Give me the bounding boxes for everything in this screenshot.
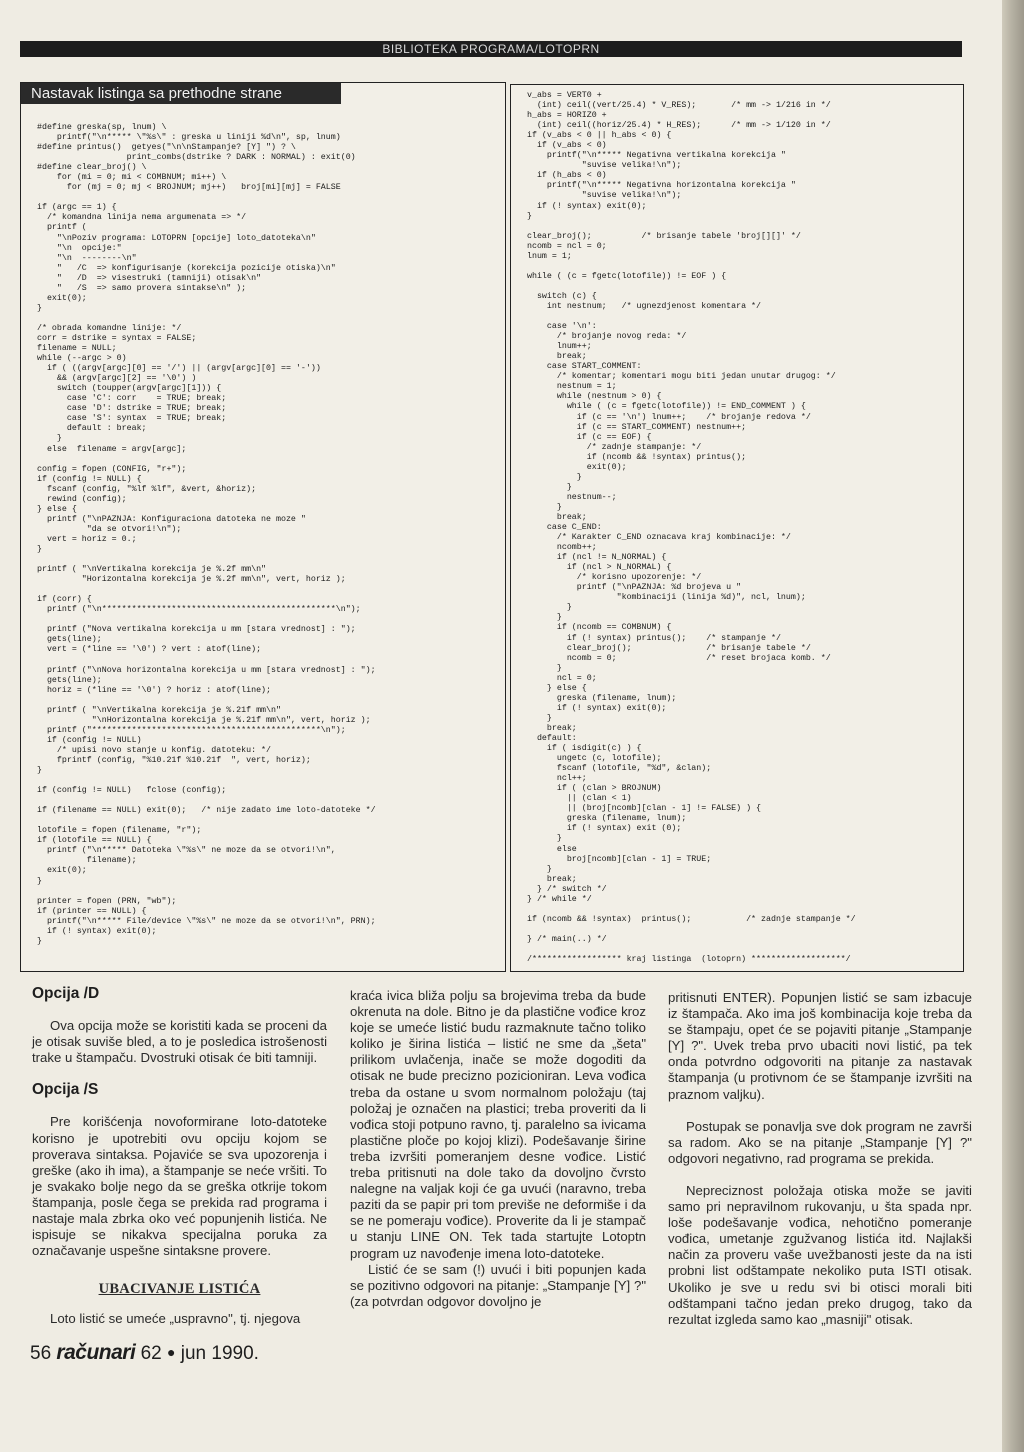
article-column-3 [668,990,972,1328]
page-number: 56 [30,1343,52,1364]
code-listing-left [20,82,506,972]
paragraph-ubacivanje: Loto listić se umeće „uspravno", tj. njegova [50,1311,301,1327]
listing-continued-title: Nastavak listinga sa prethodne strane [21,83,341,104]
heading-option-d: Opcija /D [32,985,100,1002]
paragraph-col3-3: Nepreciznost položaja otiska može se javiti samo pri nepravilnom rukovanju, u šta spada npr. loše podešavanje vođica, nehotično pomeranje vođica, umetanje zgužvanog listića itd. Najlakši način za proveru vaše uvežbanosti jeste da na isti probni list odštampate nekoliko puta ISTI otisak. Ukoliko je sve u redu svi bi otisci morali biti odštampani tačno jedan preko drugog, tako da rezultat izgleda samo kao „masniji" otisak. [668,1182,972,1327]
page-spine-edge [1002,0,1024,1452]
page-footer [30,1341,259,1365]
paragraph-col2-1: kraća ivica bliža polju sa brojevima treba da bude okrenuta na dole. Bitno je da plastične vođice kroz koje se umeće listić budu razmaknute tačno toliko koliko je širina listića – listić ne sme da „šeta" prilikom uvlačenja, inače se može dogoditi da otisak ne bude precizno pozicioniran. Leva vođica treba da ostane u svom normalnom položaju (taj položaj je označen na plastici; treba proveriti da li vođica stoji potpuno ravno, tj. paralelno sa ivicama plastične ploče po kojoj klizi). Podešavanje širine treba izvršiti pomeranjem desne vođice. Listić treba pritisnuti na dole tako da dovoljno čvrsto nalegne na valjak koji će ga uvući (naravno, treba paziti da se papir pri tom previše ne deformiše i da se ne pomeraju vođice). Proverite da li je stampač u stanju LINE ON. Tek tada startujte Lotoptn program uz navođenje imena loto-datoteke. [350,988,646,1261]
subheading-ubacivanje: UBACIVANJE LISTIĆA [98,1281,261,1298]
heading-option-s: Opcija /S [32,1081,99,1099]
code-block-left: #define greska(sp, lnum) \ printf("\n***** \"%s\" : greska u liniji %d\n", sp, lnum) #define printus() getyes("\n\nStampanje? [Y] ") ? \ print_combs(dstrike ? DARK : NORMAL) : exit(0) #define clear_broj() \ for (mi = 0; mi < COMBNUM; mi++) \ for (mj = 0; mj < BROJNUM; mj++) broj[mi][mj] = FALSE if (argc == 1) { /* komandna linija nema argumenata => */ printf ( "\nPoziv programa: LOTOPRN [opcije] loto_datoteka\n" "\n opcije:" "\n --------\n" " /C => konfigurisanje (korekcija pozicije otiska)\n" " /D => visestruki (tamniji) otisak\n" " /S => samo provera sintakse\n" ); exit(0); } /* obrada komandne linije: */ corr = dstrike = syntax = FALSE; filename = NULL; while (--argc > 0) if ( ((argv[argc][0] == '/') || (argv[argc][0] == '-')) && (argv[argc][2] == '\0') ) switch (toupper(argv[argc][1])) { case 'C': corr = TRUE; break; case 'D': dstrike = TRUE; break; case 'S': syntax = TRUE; break; default : break; } else filename = argv[argc]; config = fopen (CONFIG, "r+"); if (config != NULL) { fscanf (config, "%lf %lf", &vert, &horiz); rewind (config); } else { printf ("\nPAZNJA: Konfiguraciona datoteka ne moze " "da se otvori!\n"); vert = horiz = 0.; } printf ( "\nVertikalna korekcija je %.2f mm\n" "Horizontalna korekcija je %.2f mm\n", vert, horiz ); if (corr) { printf ("\n***********************************************\n"); printf ("Nova vertikalna korekcija u mm [stara vrednost] : "); gets(line); vert = (*line == '\0') ? vert : atof(line); printf ("\nNova horizontalna korekcija u mm [stara vrednost] : "); gets(line); horiz = (*line == '\0') ? horiz : atof(line); printf ( "\nVertikalna korekcija je %.21f mm\n" "\nHorizontalna korekcija je %.21f mm\n", vert, horiz ); printf ("**********************************************\n"); if (config != NULL) /* upisi novo stanje u konfig. datoteku: */ fprintf (config, "%10.21f %10.21f ", vert, horiz); } if (config != NULL) fclose (config); if (filename == NULL) exit(0); /* nije zadato ime loto-datoteke */ lotofile = fopen (filename, "r"); if (lotofile == NULL) { printf ("\n***** Datoteka \"%s\" ne moze da se otvori!\n", filename); exit(0); } printer = fopen (PRN, "wb"); if (printer == NULL) { printf("\n***** File/device \"%s\" ne moze da se otvori!\n", PRN); if (! syntax) exit(0); } [37,123,376,946]
code-block-right: v_abs = VERT0 + (int) ceil((vert/25.4) * V_RES); /* mm -> 1/216 in */ h_abs = HORIZ0 + (int) ceil((horiz/25.4) * H_RES); /* mm -> 1/120 in */ if (v_abs < 0 || h_abs < 0) { if (v_abs < 0) printf("\n***** Negativna vertikalna korekcija " "suvise velika!\n"); if (h_abs < 0) printf("\n***** Negativna horizontalna korekcija " "suvise velika!\n"); if (! syntax) exit(0); } clear_broj(); /* brisanje tabele 'broj[][]' */ ncomb = ncl = 0; lnum = 1; while ( (c = fgetc(lotofile)) != EOF ) { switch (c) { int nestnum; /* ugnezdjenost komentara */ case '\n': /* brojanje novog reda: */ lnum++; break; case START_COMMENT: /* komentar; komentari mogu biti jedan unutar drugog: */ nestnum = 1; while (nestnum > 0) { while ( (c = fgetc(lotofile)) != END_COMMENT ) { if (c == '\n') lnum++; /* brojanje redova */ if (c == START_COMMENT) nestnum++; if (c == EOF) { /* zadnje stampanje: */ if (ncomb && !syntax) printus(); exit(0); } } nestnum--; } break; case C_END: /* Karakter C_END oznacava kraj kombinacije: */ ncomb++; if (ncl != N_NORMAL) { if (ncl > N_NORMAL) { /* korisno upozorenje: */ printf ("\nPAZNJA: %d brojeva u " "kombinaciji (linija %d)", ncl, lnum); } } if (ncomb == COMBNUM) { if (! syntax) printus(); /* stampanje */ clear_broj(); /* brisanje tabele */ ncomb = 0; /* reset brojaca komb. */ } ncl = 0; } else { greska (filename, lnum); if (! syntax) exit(0); } break; default: if ( isdigit(c) ) { ungetc (c, lotofile); fscanf (lotofile, "%d", &clan); ncl++; if ( (clan > BROJNUM) || (clan < 1) || (broj[ncomb][clan - 1] != FALSE) ) { greska (filename, lnum); if (! syntax) exit (0); } else broj[ncomb][clan - 1] = TRUE; } break; } /* switch */ } /* while */ if (ncomb && !syntax) printus(); /* zadnje stampanje */ } /* main(..) */ /****************** kraj listinga (lotoprn) *******************/ [527,91,856,965]
paragraph-option-d: Ova opcija može se koristiti kada se proceni da je otisak suviše bled, a to je posledica istrošenosti trake u štampaču. Dvostruki otisak će biti tamniji. [32,1018,327,1066]
article-column-2 [350,988,646,1310]
magazine-logo: računari [56,1341,136,1364]
paragraph-option-s: Pre korišćenja novoformirane loto-datoteke korisno je upotrebiti ovu opciju kojom se proverava sintaksa. Pojaviće se sva upozorenja i greške (ako ih ima), a štampanje se neće vršiti. To je svakako bolje nego da se greška otkrije tokom štampanja, posle čega se prekida rad programa i nastaje mala zbrka oko već popunjenih listića. Ne ispisuje se nikakva specijalna poruka za označavanje uspešne sintaksne provere. [32,1114,327,1259]
code-listing-right [510,84,964,972]
article-column-1 [32,986,327,1328]
paragraph-col3-1: pritisnuti ENTER). Popunjen listić se sam izbacuje iz štampača. Ako ima još kombinacija koje treba da se štampaju, opet će se pojaviti pitanje „Stampanje [Y] ?". Uvek treba prvo ubaciti novi listić, pa tek onda potvrdno odgovoriti na pitanje za nastavak štampanja (u protivnom će se štampanje izvršiti na praznom valjku). [668,990,972,1102]
paragraph-col3-2: Postupak se ponavlja sve dok program ne završi sa radom. Ako se na pitanje „Stampanje [Y] ?" odgovori negativno, rad programa se prekida. [668,1118,972,1166]
section-header: BIBLIOTEKA PROGRAMA/LOTOPRN [20,41,962,57]
issue-number: 62 [140,1343,162,1364]
paragraph-col2-2: Listić će se sam (!) uvući i biti popunjen kada se pozitivno odgovori na pitanje: „Stampanje [Y] ?" (za potvrdan odgovor dovoljno je [350,1261,646,1309]
bullet-separator: ● [167,1344,176,1360]
issue-date: jun 1990. [180,1343,259,1364]
